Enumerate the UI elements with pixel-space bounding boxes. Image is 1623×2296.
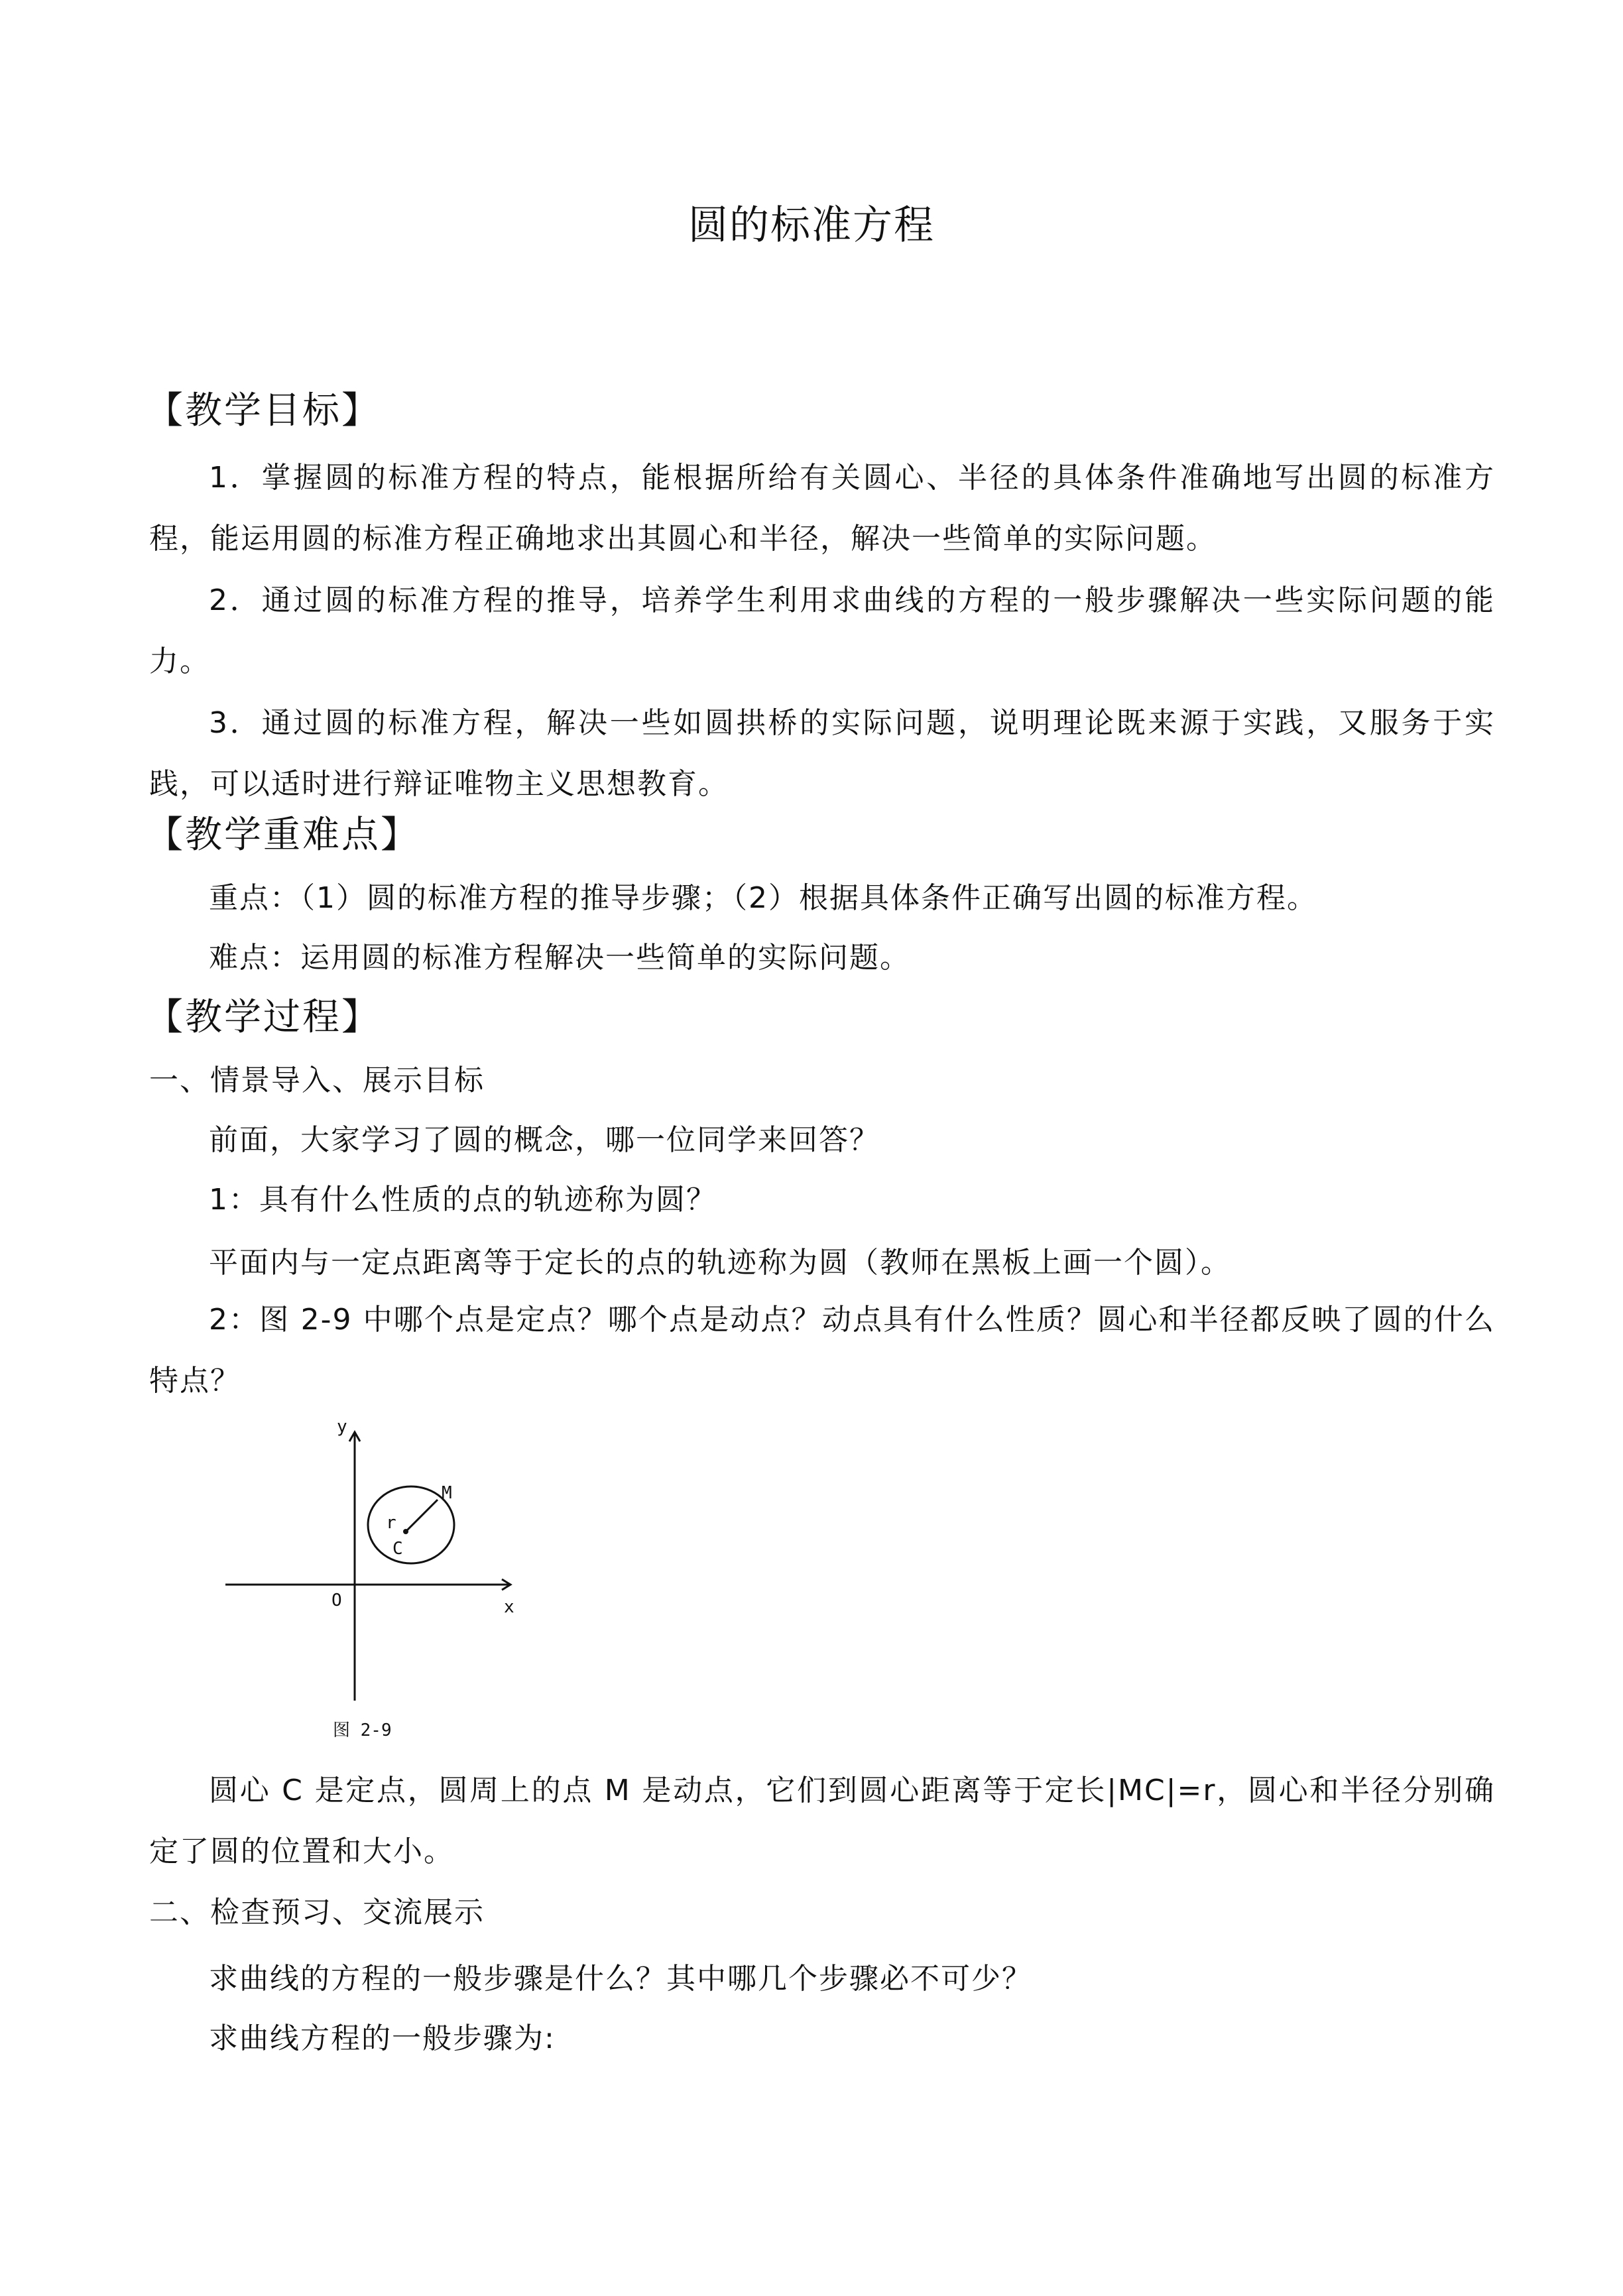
intro-paragraph: 前面，大家学习了圆的概念，哪一位同学来回答？ (209, 1123, 880, 1157)
goal-3: 3．通过圆的标准方程，解决一些如圆拱桥的实际问题，说明理论既来源于实践，又服务于实践，可以适时进行辩证唯物主义思想教育。 (149, 706, 1495, 801)
circle-figure (219, 1412, 530, 1744)
key-point: 重点：（1）圆的标准方程的推导步骤；（2）根据具体条件正确写出圆的标准方程。 (209, 881, 1317, 915)
question-1: 1：具有什么性质的点的轨迹称为圆？ (209, 1183, 717, 1217)
center-point (403, 1529, 408, 1534)
point-label: M (442, 1483, 452, 1503)
difficult-point: 难点：运用圆的标准方程解决一些简单的实际问题。 (209, 941, 910, 975)
explanation: 圆心 C 是定点，圆周上的点 M 是动点，它们到圆心距离等于定长|MC|=r，圆心和半径分别确定了圆的位置和大小。 (149, 1774, 1495, 1868)
goals-heading: 【教学目标】 (146, 389, 381, 432)
y-label: y (337, 1417, 347, 1437)
center-label: C (392, 1539, 403, 1559)
question-2: 2：图 2-9 中哪个点是定点？哪个点是动点？动点具有什么性质？圆心和半径都反映了圆的什么特点？ (149, 1303, 1495, 1398)
x-label: x (504, 1597, 514, 1617)
answer-1: 平面内与一定点距离等于定长的点的轨迹称为圆（教师在黑板上画一个圆）。 (209, 1246, 1231, 1280)
radius-label: r (386, 1513, 396, 1533)
figure-caption: 图 2-9 (333, 1721, 392, 1740)
goal-2: 2．通过圆的标准方程的推导，培养学生利用求曲线的方程的一般步骤解决一些实际问题的能力。 (149, 583, 1495, 678)
question-3-answer: 求曲线方程的一般步骤为: (209, 2022, 556, 2055)
page-title: 圆的标准方程 (688, 202, 935, 249)
keypoints-heading: 【教学重难点】 (146, 814, 420, 857)
radius-line (406, 1500, 438, 1532)
goal-1: 1．掌握圆的标准方程的特点，能根据所给有关圆心、半径的具体条件准确地写出圆的标准方程，能运用圆的标准方程正确地求出其圆心和半径，解决一些简单的实际问题。 (149, 461, 1495, 556)
origin-label: O (331, 1591, 342, 1610)
process-heading: 【教学过程】 (146, 996, 381, 1039)
part-1-title: 一、情景导入、展示目标 (149, 1063, 485, 1097)
part-2-title: 二、检查预习、交流展示 (149, 1896, 485, 1929)
question-3: 求曲线的方程的一般步骤是什么？其中哪几个步骤必不可少？ (209, 1962, 1032, 1996)
